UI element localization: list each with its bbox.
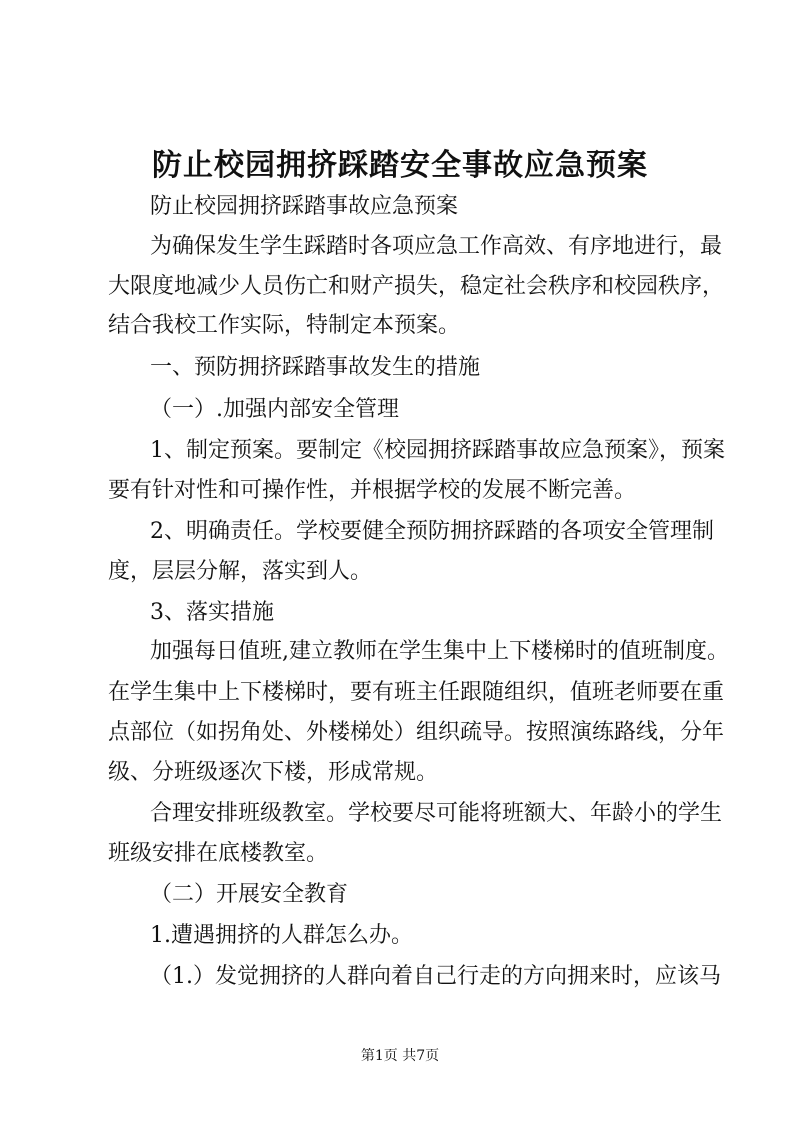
subsection-heading: （一）.加强内部安全管理 [150, 397, 399, 422]
section-heading: 一、预防拥挤踩踏事故发生的措施 [150, 355, 481, 380]
text-line: 级、分班级逐次下楼，形成常规。 [108, 760, 439, 785]
text-line: 防止校园拥挤踩踏事故应急预案 [150, 194, 459, 219]
text-line: 3、落实措施 [150, 600, 274, 625]
text-line: 在学生集中上下楼梯时，要有班主任跟随组织，值班老师要在重 [108, 680, 725, 705]
text-line: 要有针对性和可操作性，并根据学校的发展不断完善。 [108, 478, 637, 503]
text-line: （1.）发觉拥挤的人群向着自己行走的方向拥来时，应该马 [150, 964, 721, 989]
subsection-heading: （二）开展安全教育 [150, 882, 349, 907]
document-title: 防止校园拥挤踩踏安全事故应急预案 [152, 148, 648, 183]
page-number: 第1页 共7页 [360, 1048, 440, 1064]
text-line: 结合我校工作实际，特制定本预案。 [108, 313, 461, 338]
text-line: 2、明确责任。学校要健全预防拥挤踩踏的各项安全管理制 [150, 519, 714, 544]
text-line: 点部位（如拐角处、外楼梯处）组织疏导。按照演练路线，分年 [108, 720, 725, 745]
text-line: 1.遭遇拥挤的人群怎么办。 [150, 923, 413, 948]
text-line: 度，层层分解，落实到人。 [108, 559, 373, 584]
text-line: 班级安排在底楼教室。 [108, 841, 329, 866]
text-line: 1、制定预案。要制定《校园拥挤踩踏事故应急预案》，预案 [150, 438, 725, 463]
text-line: 加强每日值班,建立教师在学生集中上下楼梯时的值班制度。 [150, 639, 729, 664]
text-line: 合理安排班级教室。学校要尽可能将班额大、年龄小的学生 [150, 801, 723, 826]
text-line: 为确保发生学生踩踏时各项应急工作高效、有序地进行，最 [150, 234, 723, 259]
text-line: 大限度地减少人员伤亡和财产损失，稳定社会秩序和校园秩序， [108, 274, 725, 299]
